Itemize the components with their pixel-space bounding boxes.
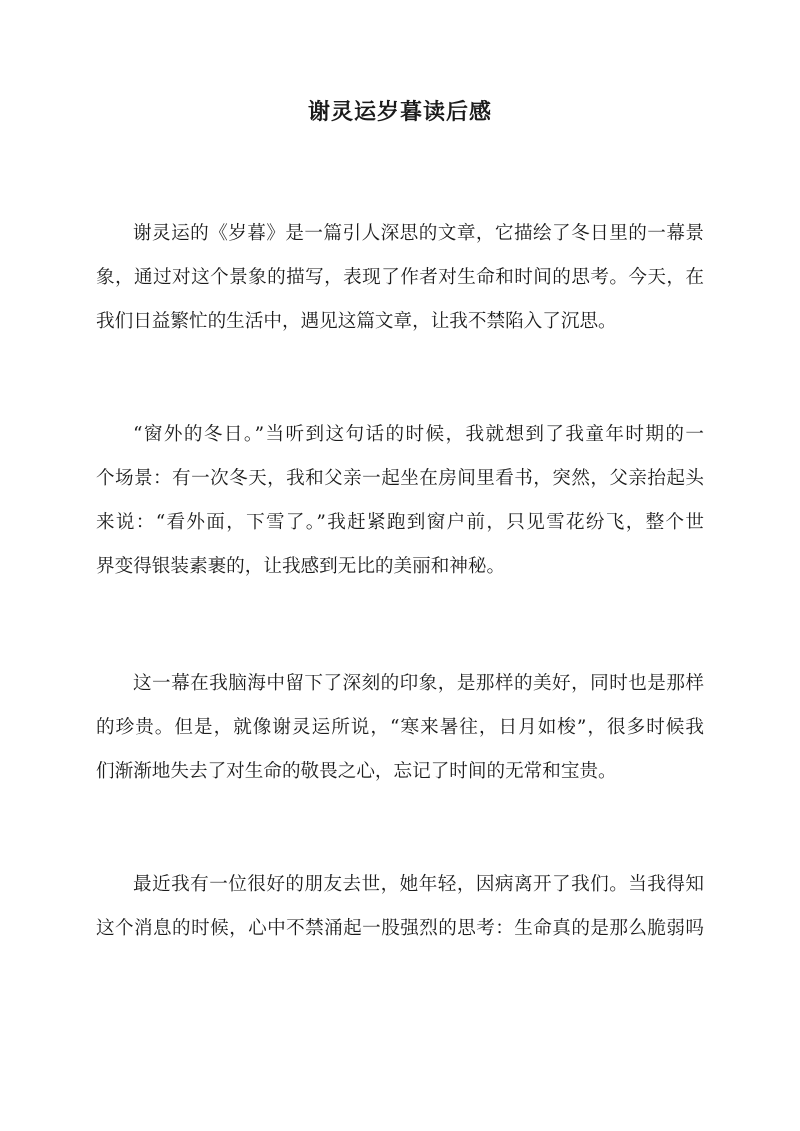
paragraph-line: 最近我有一位很好的朋友去世，她年轻，因病离开了我们。当我得知 xyxy=(133,874,704,895)
paragraph-line: 个场景：有一次冬天，我和父亲一起坐在房间里看书，突然，父亲抬起头 xyxy=(96,468,704,489)
paragraph-4 xyxy=(96,863,704,951)
paragraph-line: 象，通过对这个景象的描写，表现了作者对生命和时间的思考。今天，在 xyxy=(96,267,704,288)
paragraph-line: “窗外的冬日。”当听到这句话的时候，我就想到了我童年时期的一 xyxy=(133,424,704,445)
paragraph-line: 这个消息的时候，心中不禁涌起一股强烈的思考：生命真的是那么脆弱吗 xyxy=(96,918,704,939)
paragraph-1 xyxy=(96,212,704,344)
paragraph-line: 界变得银装素裹的，让我感到无比的美丽和神秘。 xyxy=(96,556,506,577)
paragraph-line: 我们日益繁忙的生活中，遇见这篇文章，让我不禁陷入了沉思。 xyxy=(96,311,617,332)
paragraph-2 xyxy=(96,413,704,589)
paragraph-line: 的珍贵。但是，就像谢灵运所说，“寒来暑往，日月如梭”，很多时候我 xyxy=(96,717,704,738)
paragraph-3 xyxy=(96,662,704,794)
paragraph-line: 这一幕在我脑海中留下了深刻的印象，是那样的美好，同时也是那样 xyxy=(133,673,704,694)
paragraph-line: 来说：“看外面，下雪了。”我赶紧跑到窗户前，只见雪花纷飞，整个世 xyxy=(96,512,704,533)
document-title: 谢灵运岁暮读后感 xyxy=(307,99,492,125)
paragraph-line: 谢灵运的《岁暮》是一篇引人深思的文章，它描绘了冬日里的一幕景 xyxy=(133,223,704,244)
paragraph-line: 们渐渐地失去了对生命的敬畏之心，忘记了时间的无常和宝贵。 xyxy=(96,761,617,782)
